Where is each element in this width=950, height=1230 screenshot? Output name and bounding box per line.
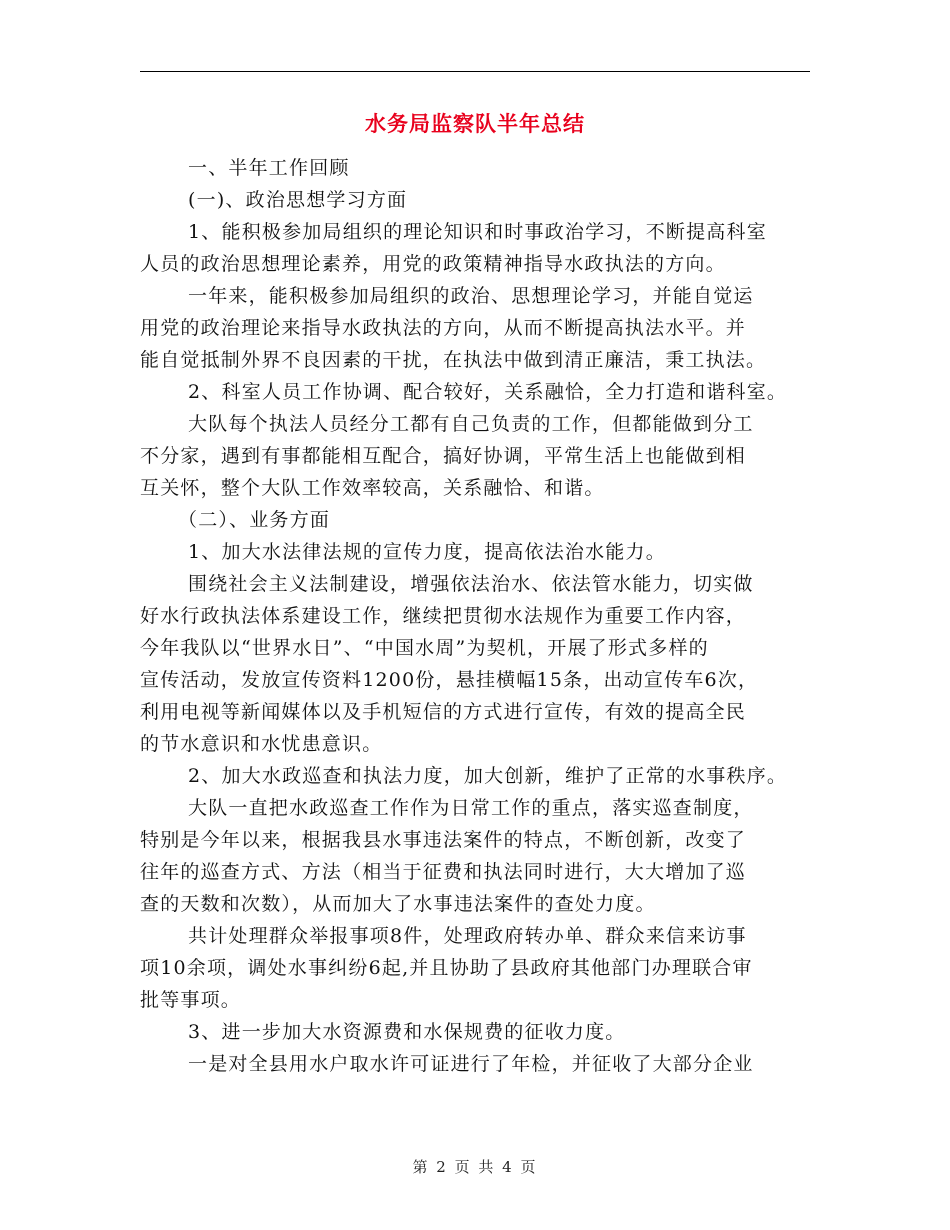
paragraph-line: 大队每个执法人员经分工都有自己负责的工作，但都能做到分工 xyxy=(188,413,754,435)
paragraph-line: 围绕社会主义法制建设，增强依法治水、依法管水能力，切实做 xyxy=(188,573,754,595)
paragraph-line: 1、能积极参加局组织的理论知识和时事政治学习，不断提高科室 xyxy=(188,221,767,243)
paragraph-line: 批等事项。 xyxy=(140,989,242,1011)
paragraph-line: 3、进一步加大水资源费和水保规费的征收力度。 xyxy=(188,1021,626,1043)
paragraph-line: 2、科室人员工作协调、配合较好，关系融恰，全力打造和谐科室。 xyxy=(188,381,788,403)
paragraph-line: 用党的政治理论来指导水政执法的方向，从而不断提高执法水平。并 xyxy=(140,317,747,339)
document-title: 水务局监察队半年总结 xyxy=(365,111,585,136)
paragraph-line: 一年来，能积极参加局组织的政治、思想理论学习，并能自觉运 xyxy=(188,285,754,307)
paragraph-line: 宣传活动，发放宣传资料1200份，悬挂横幅15条，出动宣传车6次， xyxy=(140,669,759,691)
document-body xyxy=(140,152,820,1080)
subsection-heading: （二）、业务方面 xyxy=(178,509,331,531)
paragraph-line: 共计处理群众举报事项8件，处理政府转办单、群众来信来访事 xyxy=(188,925,747,947)
paragraph-line: 不分家，遇到有事都能相互配合，搞好协调，平常生活上也能做到相 xyxy=(140,445,747,467)
paragraph-line: 利用电视等新闻媒体以及手机短信的方式进行宣传，有效的提高全民 xyxy=(140,701,747,723)
section-heading: 一、半年工作回顾 xyxy=(188,157,350,179)
paragraph-line: 特别是今年以来，根据我县水事违法案件的特点，不断创新，改变了 xyxy=(140,829,747,851)
page-number-footer: 第 2 页 共 4 页 xyxy=(412,1158,538,1176)
paragraph-line: 2、加大水政巡查和执法力度，加大创新，维护了正常的水事秩序。 xyxy=(188,765,788,787)
subsection-heading: (一)、政治思想学习方面 xyxy=(188,189,408,211)
paragraph-line: 往年的巡查方式、方法（相当于征费和执法同时进行，大大增加了巡 xyxy=(140,861,747,883)
paragraph-line: 项10余项，调处水事纠纷6起,并且协助了县政府其他部门办理联合审 xyxy=(140,957,753,979)
paragraph-line: 查的天数和次数），从而加大了水事违法案件的查处力度。 xyxy=(140,893,656,915)
paragraph-line: 1、加大水法律法规的宣传力度，提高依法治水能力。 xyxy=(188,541,666,563)
paragraph-line: 能自觉抵制外界不良因素的干扰，在执法中做到清正廉洁，秉工执法。 xyxy=(140,349,767,371)
paragraph-line: 的节水意识和水忧患意识。 xyxy=(140,733,383,755)
paragraph-line: 今年我队以“世界水日”、“中国水周”为契机，开展了形式多样的 xyxy=(140,637,709,659)
paragraph-line: 人员的政治思想理论素养，用党的政策精神指导水政执法的方向。 xyxy=(140,253,726,275)
paragraph-line: 一是对全县用水户取水许可证进行了年检，并征收了大部分企业 xyxy=(188,1053,754,1075)
header-rule xyxy=(140,71,810,72)
paragraph-line: 大队一直把水政巡查工作作为日常工作的重点，落实巡查制度， xyxy=(188,797,754,819)
paragraph-line: 互关怀，整个大队工作效率较高，关系融恰、和谐。 xyxy=(140,477,605,499)
paragraph-line: 好水行政执法体系建设工作，继续把贯彻水法规作为重要工作内容， xyxy=(140,605,747,627)
